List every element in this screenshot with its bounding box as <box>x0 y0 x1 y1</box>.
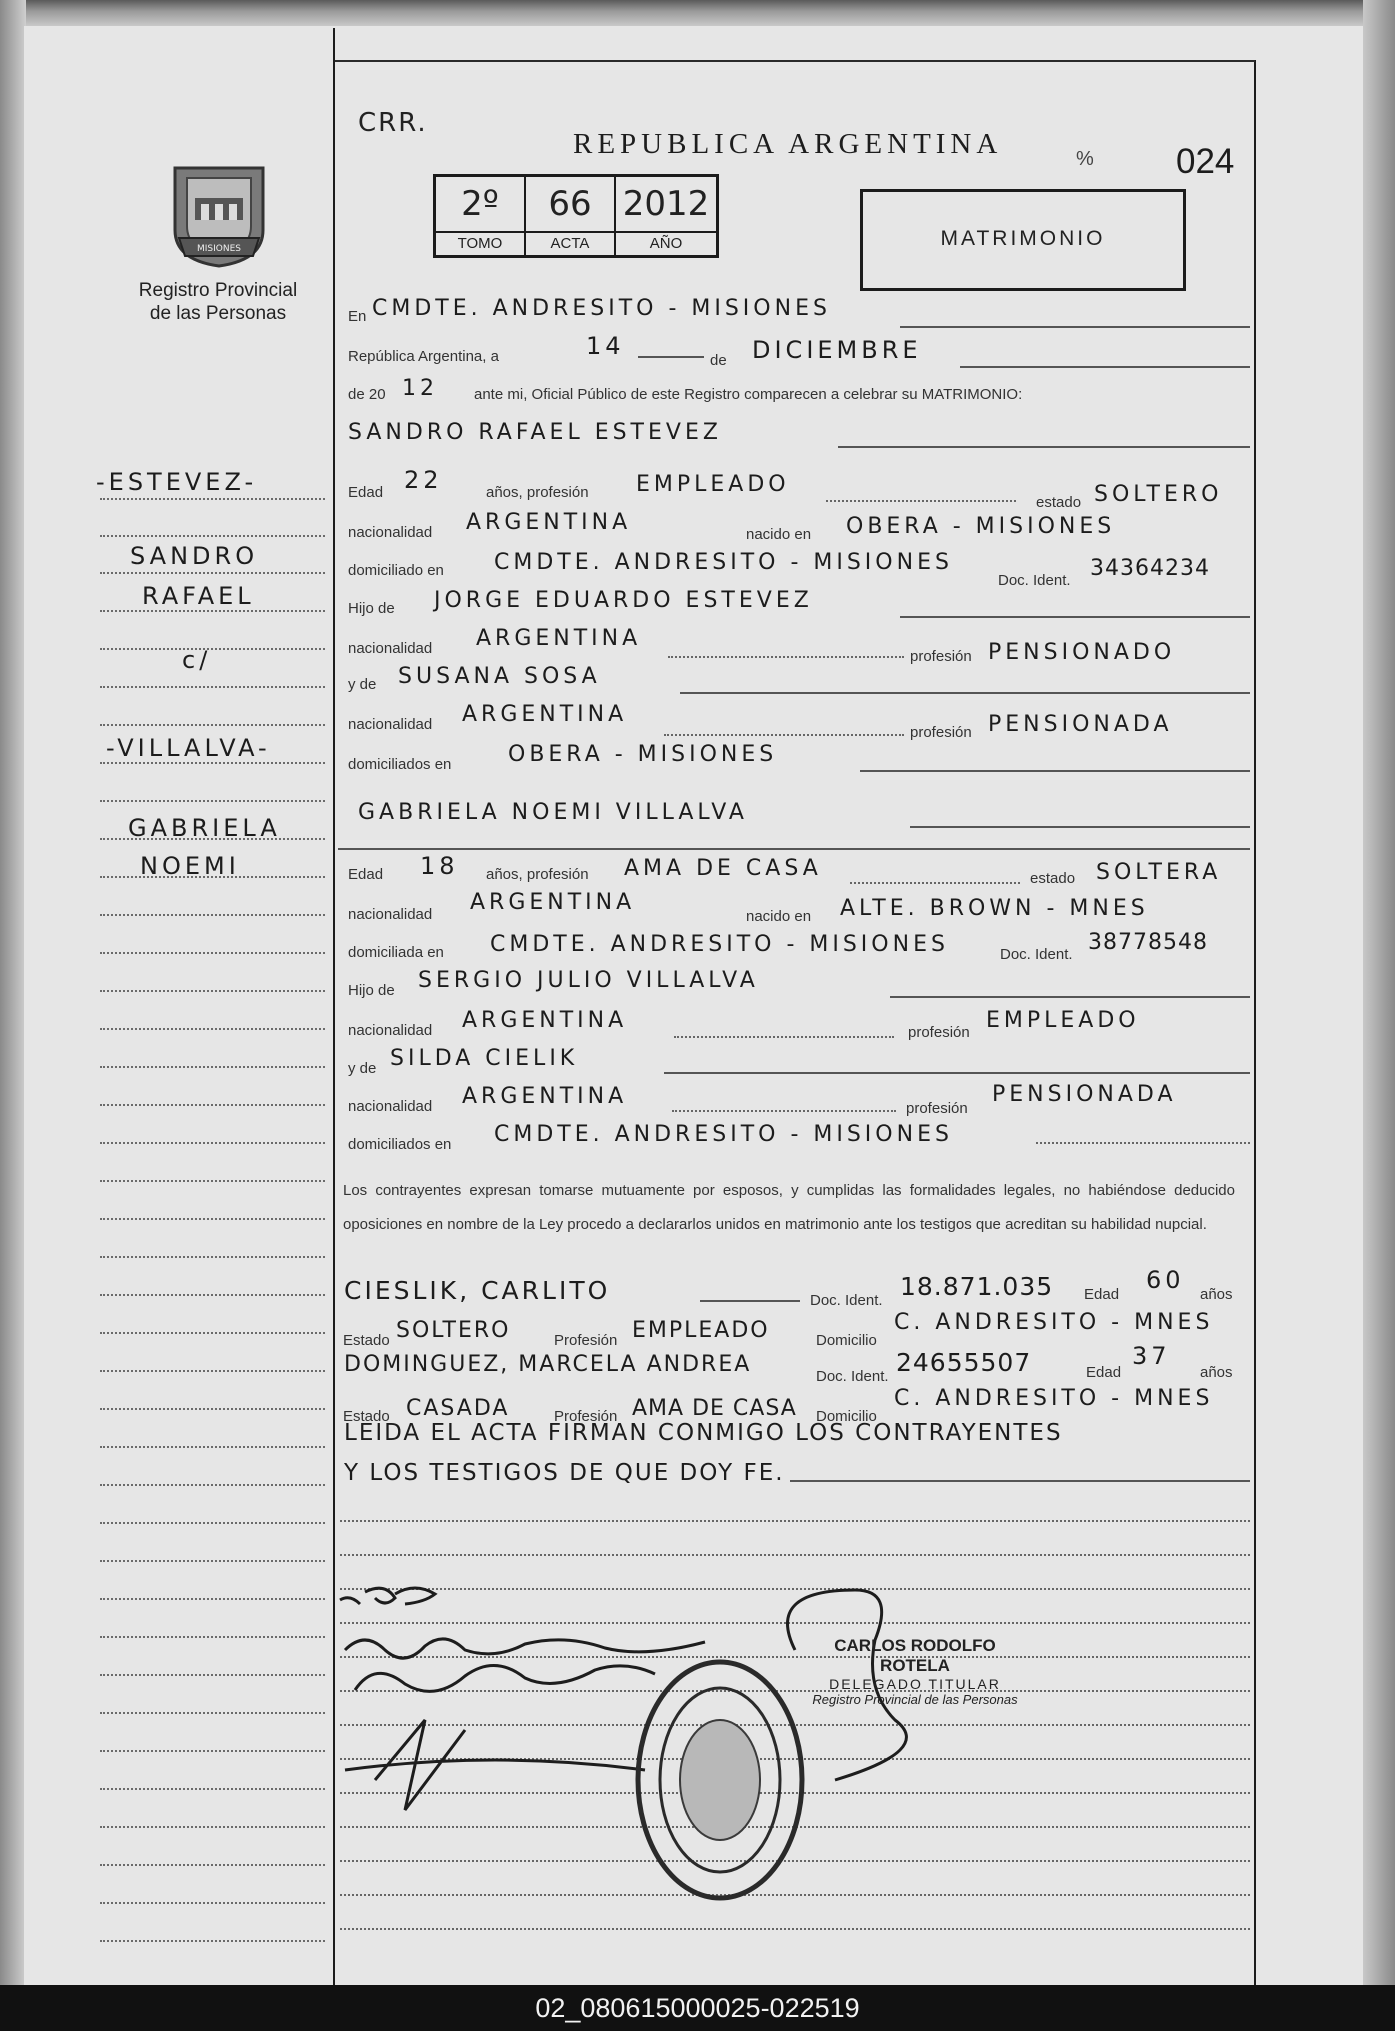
officer-title: DELEGADO TITULAR <box>829 1676 1001 1692</box>
groom-mother-prof-label: profesión <box>910 724 972 741</box>
margin-bride-name-1: GABRIELA <box>128 814 281 842</box>
year-prefix: de 20 <box>348 386 386 403</box>
margin-rule <box>100 1712 325 1714</box>
groom-father: JORGE EDUARDO ESTEVEZ <box>434 588 813 613</box>
margin-rule <box>100 1902 325 1904</box>
margin-given-name-2: RAFAEL <box>142 582 255 610</box>
witness1-name: CIESLIK, CARLITO <box>344 1276 611 1305</box>
groom-anos-label: años, profesión <box>486 484 589 501</box>
bride-nacionalidad-label: nacionalidad <box>348 906 433 923</box>
bride-birthplace: ALTE. BROWN - MNES <box>840 896 1149 921</box>
margin-rule <box>100 1028 325 1030</box>
margin-rule <box>100 914 325 916</box>
bride-domiciliada-label: domiciliada en <box>348 944 444 961</box>
margin-bride-name-2: NOEMI <box>140 852 240 880</box>
book-binding-shadow <box>0 0 1395 28</box>
bride-mother-nat-label: nacionalidad <box>348 1098 433 1115</box>
groom-mother-nat-label: nacionalidad <box>348 716 433 733</box>
fill-line <box>790 1480 1250 1482</box>
bride-parents-dom-label: domiciliados en <box>348 1136 452 1153</box>
bride-nationality: ARGENTINA <box>470 890 636 915</box>
groom-domiciliado-label: domiciliado en <box>348 562 444 579</box>
fill-line <box>700 1300 800 1302</box>
fill-line <box>900 326 1250 328</box>
record-number-box <box>433 174 719 258</box>
groom-estado-label: estado <box>1036 494 1082 511</box>
ceremony-month: DICIEMBRE <box>752 336 922 364</box>
margin-rule <box>100 1256 325 1258</box>
bride-father-prof-label: profesión <box>908 1024 970 1041</box>
groom-mother-nationality: ARGENTINA <box>462 702 628 727</box>
ceremony-year: 12 <box>402 376 438 401</box>
en-label: En <box>348 308 367 325</box>
margin-rule <box>100 1750 325 1752</box>
margin-rule <box>100 1522 325 1524</box>
margin-rule <box>100 1446 325 1448</box>
margin-rule <box>100 1332 325 1334</box>
groom-doc: 34364234 <box>1090 556 1210 581</box>
bride-doc-label: Doc. Ident. <box>1000 946 1073 963</box>
groom-father-nationality: ARGENTINA <box>476 626 642 651</box>
svg-text:MISIONES: MISIONES <box>196 244 242 254</box>
officer-registry: Registro Provincial de las Personas <box>812 1692 1018 1707</box>
registry-name <box>118 279 318 325</box>
groom-mother-profession: PENSIONADA <box>988 712 1173 737</box>
fill-line <box>910 826 1250 828</box>
fill-line <box>680 692 1250 694</box>
bride-anos-label: años, profesión <box>486 866 589 883</box>
page-number: 024 <box>1176 142 1235 181</box>
acta-cell <box>526 177 616 255</box>
fill-line <box>838 446 1250 448</box>
bride-age: 18 <box>420 852 459 880</box>
bride-mother-prof-label: profesión <box>906 1100 968 1117</box>
margin-rule <box>100 498 325 500</box>
margin-rule <box>100 1940 325 1942</box>
bride-mother-nationality: ARGENTINA <box>462 1084 628 1109</box>
de-label: de <box>710 352 727 369</box>
witness1-anos-label: años <box>1200 1286 1233 1303</box>
margin-rule <box>100 952 325 954</box>
bride-estado: SOLTERA <box>1096 860 1222 885</box>
groom-nacido-label: nacido en <box>746 526 812 543</box>
ano-cell <box>616 177 716 255</box>
witness2-anos-label: años <box>1200 1364 1233 1381</box>
fill-line <box>890 996 1250 998</box>
form-top-border <box>335 60 1255 62</box>
witness1-doc: 18.871.035 <box>900 1272 1054 1301</box>
groom-mother: SUSANA SOSA <box>398 664 601 689</box>
margin-rule <box>100 1598 325 1600</box>
republica-label: República Argentina, a <box>348 348 499 365</box>
margin-conjunction: c/ <box>182 646 212 674</box>
acta-value: 66 <box>526 177 614 233</box>
bride-nacido-label: nacido en <box>746 908 812 925</box>
margin-rule <box>100 610 325 612</box>
bride-edad-label: Edad <box>348 866 384 883</box>
groom-yde-label: y de <box>348 676 377 693</box>
groom-nationality: ARGENTINA <box>466 510 632 535</box>
ano-label: AÑO <box>649 235 683 252</box>
fill-line <box>860 770 1250 772</box>
registry-name-line2: de las Personas <box>149 303 287 324</box>
record-type: MATRIMONIO <box>940 227 1106 250</box>
witness2-domicile: C. ANDRESITO - MNES <box>894 1386 1214 1411</box>
official-seal-stamp <box>630 1655 810 1905</box>
fill-line <box>668 656 904 658</box>
percent-mark: % <box>1076 148 1094 170</box>
witness1-domicile: C. ANDRESITO - MNES <box>894 1310 1214 1335</box>
form-rule <box>340 1928 1250 1930</box>
fill-line <box>638 356 704 358</box>
record-type-box <box>860 189 1186 291</box>
margin-rule <box>100 648 325 650</box>
officer-name: CARLOS RODOLFO ROTELA <box>834 1636 996 1675</box>
registry-name-line1: Registro Provincial <box>138 280 298 301</box>
margin-rule <box>100 686 325 688</box>
bride-father: SERGIO JULIO VILLALVA <box>418 968 759 993</box>
fill-line <box>674 1036 894 1038</box>
groom-profession: EMPLEADO <box>636 472 790 497</box>
margin-rule <box>100 762 325 764</box>
groom-estado: SOLTERO <box>1094 482 1223 507</box>
crr-mark: CRR. <box>358 108 428 138</box>
bride-hijo-label: Hijo de <box>348 982 395 999</box>
bride-profession: AMA DE CASA <box>624 856 822 881</box>
witness1-domicilio-label: Domicilio <box>816 1332 877 1349</box>
groom-hijo-label: Hijo de <box>348 600 395 617</box>
bride-parents-domicile: CMDTE. ANDRESITO - MISIONES <box>494 1122 953 1147</box>
fill-line <box>960 366 1250 368</box>
book-left-edge <box>0 0 26 1985</box>
witness2-estado: CASADA <box>406 1396 510 1421</box>
book-right-edge <box>1363 0 1395 1985</box>
closing-line2: Y LOS TESTIGOS DE QUE DOY FE. <box>344 1460 785 1486</box>
bride-mother: SILDA CIELIK <box>390 1046 579 1071</box>
margin-rule <box>100 800 325 802</box>
witness1-edad-label: Edad <box>1084 1286 1120 1303</box>
groom-edad-label: Edad <box>348 484 384 501</box>
margin-rule <box>100 1826 325 1828</box>
groom-age: 22 <box>404 466 443 494</box>
margin-rule <box>100 1560 325 1562</box>
margin-rule <box>100 990 325 992</box>
fill-line <box>826 500 1016 502</box>
groom-nacionalidad-label: nacionalidad <box>348 524 433 541</box>
right-border <box>1254 60 1256 1985</box>
ano-value: 2012 <box>616 177 716 233</box>
bride-estado-label: estado <box>1030 870 1076 887</box>
groom-birthplace: OBERA - MISIONES <box>846 514 1116 539</box>
margin-rule <box>100 1788 325 1790</box>
margin-rule <box>100 1370 325 1372</box>
margin-rule <box>100 724 325 726</box>
witness2-profession: AMA DE CASA <box>632 1396 797 1421</box>
bride-name: GABRIELA NOEMI VILLALVA <box>358 800 748 825</box>
margin-rule <box>100 1636 325 1638</box>
country-heading: REPUBLICA ARGENTINA <box>573 128 1003 160</box>
fill-line <box>672 1110 896 1112</box>
ceremony-day: 14 <box>586 332 625 360</box>
ceremony-place: CMDTE. ANDRESITO - MISIONES <box>372 296 831 321</box>
form-rule <box>340 1520 1250 1522</box>
margin-rule <box>100 1484 325 1486</box>
groom-father-profession: PENSIONADO <box>988 640 1176 665</box>
bride-father-nationality: ARGENTINA <box>462 1008 628 1033</box>
margin-rule <box>100 1218 325 1220</box>
form-rule <box>340 1554 1250 1556</box>
tomo-value: 2º <box>436 177 524 233</box>
groom-parents-domicile: OBERA - MISIONES <box>508 742 778 767</box>
bride-doc: 38778548 <box>1088 930 1208 955</box>
margin-rule <box>100 1408 325 1410</box>
margin-rule <box>100 1142 325 1144</box>
margin-given-name-1: SANDRO <box>130 542 259 570</box>
intro-rest: ante mi, Oficial Público de este Registro comparecen a celebrar su MATRIMONIO: <box>474 386 1023 403</box>
closing-line1: LEIDA EL ACTA FIRMAN CONMIGO LOS CONTRAYENTES <box>344 1420 1063 1446</box>
groom-father-nat-label: nacionalidad <box>348 640 433 657</box>
witness2-doc-label: Doc. Ident. <box>816 1368 889 1385</box>
bride-domicile: CMDTE. ANDRESITO - MISIONES <box>490 932 949 957</box>
witness1-estado: SOLTERO <box>396 1318 511 1343</box>
acta-label: ACTA <box>550 235 590 252</box>
tomo-cell <box>436 177 526 255</box>
fill-line <box>850 882 1020 884</box>
margin-rule <box>100 1674 325 1676</box>
section-divider <box>338 848 1250 850</box>
witness2-edad-label: Edad <box>1086 1364 1122 1381</box>
fill-line <box>1036 1142 1250 1144</box>
margin-rule <box>100 1066 325 1068</box>
witness2-name: DOMINGUEZ, MARCELA ANDREA <box>344 1352 752 1377</box>
fill-line <box>900 616 1250 618</box>
margin-rule <box>100 1864 325 1866</box>
margin-rule <box>100 838 325 840</box>
witness1-profession: EMPLEADO <box>632 1318 770 1343</box>
margin-rule <box>100 535 325 537</box>
witness1-age: 60 <box>1146 1266 1185 1294</box>
bride-yde-label: y de <box>348 1060 377 1077</box>
witness2-estado-label: Estado <box>343 1408 390 1425</box>
groom-name: SANDRO RAFAEL ESTEVEZ <box>348 420 722 445</box>
margin-rule <box>100 1180 325 1182</box>
groom-parents-dom-label: domiciliados en <box>348 756 452 773</box>
witness2-doc: 24655507 <box>896 1348 1032 1377</box>
bride-father-nat-label: nacionalidad <box>348 1022 433 1039</box>
groom-father-prof-label: profesión <box>910 648 972 665</box>
witness1-profesion-label: Profesión <box>554 1332 618 1349</box>
declaration-paragraph: Los contrayentes expresan tomarse mutuamente por esposos, y cumplidas las formalidades legales, no habiéndose deducido oposiciones en nombre de la Ley procedo a declararlos unidos en matrimonio ante los testigos que acreditan su habilidad nupcial. <box>343 1182 1235 1233</box>
margin-surname-bride: -VILLALVA- <box>106 734 271 762</box>
bride-mother-profession: PENSIONADA <box>992 1082 1177 1107</box>
fill-line <box>664 734 904 736</box>
margin-surname-groom: -ESTEVEZ- <box>96 468 258 496</box>
witness2-domicilio-label: Domicilio <box>816 1408 877 1425</box>
officer-stamp <box>800 1636 1030 1707</box>
margin-rule <box>100 876 325 878</box>
witness1-estado-label: Estado <box>343 1332 390 1349</box>
groom-domicile: CMDTE. ANDRESITO - MISIONES <box>494 550 953 575</box>
document-code: 02_080615000025-022519 <box>535 1993 860 2023</box>
fill-line <box>664 1072 1250 1074</box>
margin-rule <box>100 572 325 574</box>
bride-father-profession: EMPLEADO <box>986 1008 1140 1033</box>
witness2-age: 37 <box>1132 1342 1171 1370</box>
coat-of-arms-icon <box>165 160 273 270</box>
groom-doc-label: Doc. Ident. <box>998 572 1071 589</box>
witness2-profesion-label: Profesión <box>554 1408 618 1425</box>
margin-rule <box>100 1294 325 1296</box>
tomo-label: TOMO <box>457 235 503 252</box>
margin-rule <box>100 1104 325 1106</box>
image-footer <box>0 1985 1395 2031</box>
witness1-doc-label: Doc. Ident. <box>810 1292 883 1309</box>
